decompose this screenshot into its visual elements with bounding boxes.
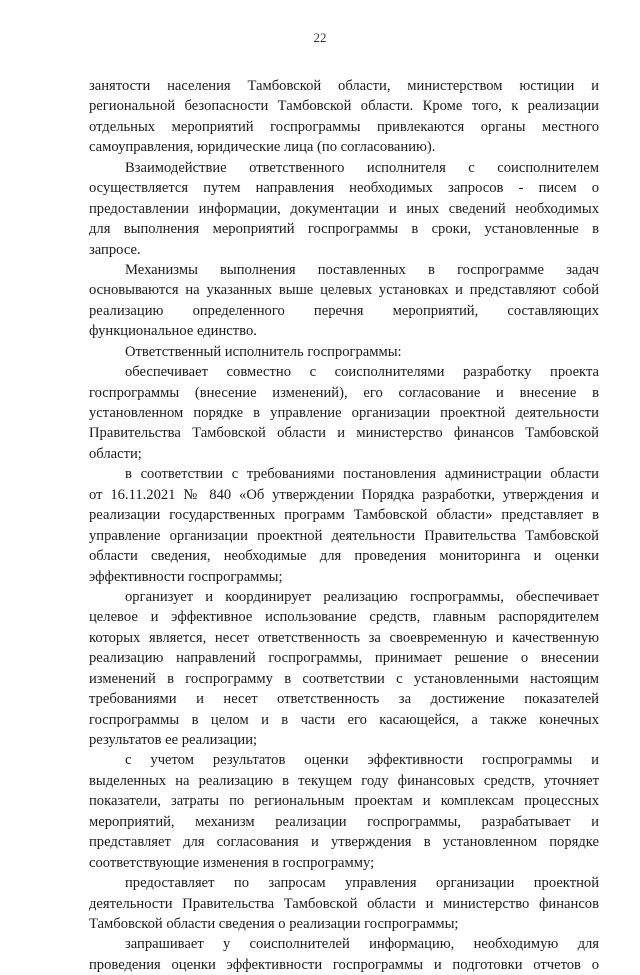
text-line: в соответствии с требованиями постановления администрации области	[125, 466, 599, 483]
text-line: госпрограммы в целом и в части его касающейся, а также конечных	[89, 711, 599, 728]
text-line: изменений в госпрограмму в соответствии с установленными настоящим	[89, 670, 599, 687]
text-line: требованиями и несет ответственность за достижение показателей	[89, 691, 599, 708]
paragraph	[89, 934, 599, 975]
text-line: запрашивает у соисполнителей информацию, необходимую для	[125, 936, 599, 953]
paragraph	[89, 873, 599, 934]
text-line: Ответственный исполнитель госпрограммы:	[125, 343, 402, 360]
text-line: предоставлении информации, документации и иных сведений необходимых	[89, 200, 599, 217]
text-line: эффективности госпрограммы;	[89, 568, 283, 585]
text-line: соответствующие изменения в госпрограмму;	[89, 854, 375, 871]
text-line: отдельных мероприятий госпрограммы привлекаются органы местного	[89, 118, 599, 135]
text-line: госпрограммы (внесение изменений), его согласование и внесение в	[89, 384, 599, 401]
text-line: предоставляет по запросам управления организации проектной	[125, 875, 599, 892]
text-line: представляет для согласования и утверждения в установленном порядке	[89, 834, 599, 851]
text-line: показатели, затраты по региональным проектам и комплексам процессных	[89, 793, 599, 810]
text-line: установленном порядке в управление организации проектной деятельности	[89, 405, 599, 421]
body-text	[89, 76, 599, 975]
text-line: результатов ее реализации;	[89, 732, 258, 748]
text-line: которых является, несет ответственность за своевременную и качественную	[89, 629, 599, 646]
text-line: Механизмы выполнения поставленных в госпрограмме задач	[125, 261, 599, 278]
paragraph	[89, 76, 599, 158]
text-line: Правительства Тамбовской области и министерство финансов Тамбовской	[89, 425, 599, 442]
text-line: управление организации проектной деятельности Правительства Тамбовской	[89, 527, 599, 544]
text-line: организует и координирует реализацию госпрограммы, обеспечивает	[125, 588, 599, 605]
text-line: региональной безопасности Тамбовской области. Кроме того, к реализации	[89, 98, 599, 115]
text-line: целевое и эффективное использование средств, главным распорядителем	[89, 609, 599, 626]
paragraph	[89, 750, 599, 873]
text-line: реализацию определенного перечня мероприятий, составляющих	[89, 302, 599, 319]
paragraph	[89, 362, 599, 464]
paragraph	[89, 464, 599, 587]
text-line: проведения оценки эффективности госпрограммы и подготовки отчетов о	[89, 956, 599, 973]
paragraph	[89, 587, 599, 751]
paragraph	[89, 158, 599, 260]
text-line: Взаимодействие ответственного исполнителя с соисполнителем	[125, 159, 599, 176]
page-number: 22	[313, 30, 327, 45]
text-line: с учетом результатов оценки эффективности госпрограммы и	[125, 752, 599, 769]
text-line: занятости населения Тамбовской области, министерством юстиции и	[89, 78, 599, 94]
text-line: области сведения, необходимые для проведения мониторинга и оценки	[89, 548, 599, 565]
text-line: области;	[89, 445, 142, 462]
text-line: функциональное единство.	[89, 323, 257, 340]
text-line: осуществляется путем направления необходимых запросов - писем о	[89, 180, 599, 197]
text-line: выделенных на реализацию в текущем году финансовых средств, уточняет	[89, 772, 599, 789]
text-line: запросе.	[89, 241, 141, 258]
text-line: мероприятий, механизм реализации госпрограммы, разрабатывает и	[89, 813, 599, 830]
text-line: деятельности Правительства Тамбовской области и министерство финансов	[89, 895, 599, 912]
paragraph	[89, 342, 599, 362]
text-line: самоуправления, юридические лица (по согласованию).	[89, 139, 436, 156]
text-line: основываются на указанных выше целевых установках и представляют собой	[89, 282, 599, 299]
text-line: обеспечивает совместно с соисполнителями разработку проекта	[125, 364, 599, 381]
text-line: реализации государственных программ Тамбовской области» представляет в	[89, 507, 599, 524]
paragraph	[89, 260, 599, 342]
text-line: реализацию направлений госпрограммы, принимает решение о внесении	[89, 650, 599, 667]
text-line: для выполнения мероприятий госпрограммы в сроки, установленные в	[89, 221, 599, 238]
text-line: Тамбовской области сведения о реализации госпрограммы;	[89, 915, 459, 932]
text-line: от 16.11.2021 № 840 «Об утверждении Порядка разработки, утверждения и	[89, 486, 599, 503]
